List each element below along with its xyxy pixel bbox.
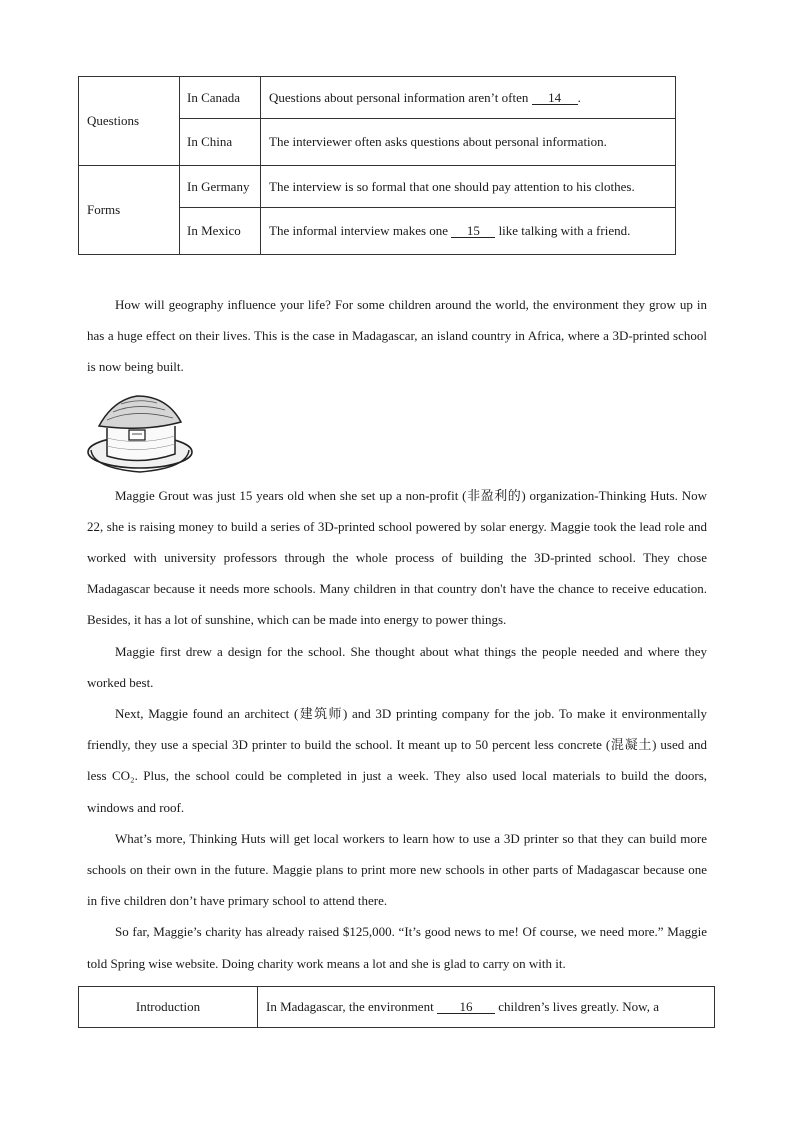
summary-content-cell: In Madagascar, the environment 16 children’s lives greatly. Now, a bbox=[258, 987, 715, 1028]
paragraph: So far, Maggie’s charity has already raised $125,000. “It’s good news to me! Of course, we need more.” Maggie told Spring wise website. Doing charity work means a lot and she is glad to carry on with it. bbox=[87, 924, 707, 971]
interview-comparison-table bbox=[78, 76, 676, 255]
summary-header-cell: Introduction bbox=[79, 987, 258, 1028]
3d-printed-hut-icon bbox=[85, 388, 195, 476]
country-cell: In Mexico bbox=[180, 208, 261, 255]
description-cell: Questions about personal information aren’t often 14 . bbox=[261, 77, 676, 119]
country-cell: In Canada bbox=[180, 77, 261, 119]
description-cell: The interview is so formal that one should pay attention to his clothes. bbox=[261, 166, 676, 208]
country-cell: In Germany bbox=[180, 166, 261, 208]
paragraph: Maggie Grout was just 15 years old when she set up a non-profit (非盈利的) organization-Thinking Huts. Now 22, she is raising money to build a series of 3D-printed school powered by solar energy. Maggie took the lead role and worked with university professors through the whole process of building the 3D-printed school. They chose Madagascar because it needs more schools. Many children in that country don't have the chance to receive education. Besides, it has a lot of sunshine, which can be made into energy to power things. bbox=[87, 487, 707, 628]
paragraph: How will geography influence your life? For some children around the world, the environment they grow up in has a huge effect on their lives. This is the case in Madagascar, an island country in Africa, where a 3D-printed school is now being built. bbox=[87, 297, 707, 375]
paragraph: What’s more, Thinking Huts will get local workers to learn how to use a 3D printer so that they can build more schools on their own in the future. Maggie plans to print more new schools in other parts of Madagascar because one in five children don’t have primary school to attend there. bbox=[87, 830, 707, 909]
country-cell: In China bbox=[180, 119, 261, 166]
row-group-label: Forms bbox=[79, 166, 180, 255]
answer-blank-14[interactable]: 14 bbox=[532, 91, 578, 105]
answer-blank-16[interactable]: 16 bbox=[437, 1000, 495, 1014]
paragraph: Next, Maggie found an architect (建筑师) and 3D printing company for the job. To make it environmentally friendly, they use a special 3D printer to build the school. It meant up to 50 percent less concrete (混凝土) used and less CO₂. Plus, the school could be completed in just a week. They also used local materials to build the doors, windows and roof. bbox=[87, 706, 707, 815]
paragraph: Maggie first drew a design for the school. She thought about what things the people needed and where they worked best. bbox=[87, 643, 707, 690]
summary-table bbox=[78, 986, 715, 1028]
description-cell: The informal interview makes one 15 like talking with a friend. bbox=[261, 208, 676, 255]
description-cell: The interviewer often asks questions about personal information. bbox=[261, 119, 676, 166]
answer-blank-15[interactable]: 15 bbox=[451, 224, 495, 238]
row-group-label: Questions bbox=[79, 77, 180, 166]
